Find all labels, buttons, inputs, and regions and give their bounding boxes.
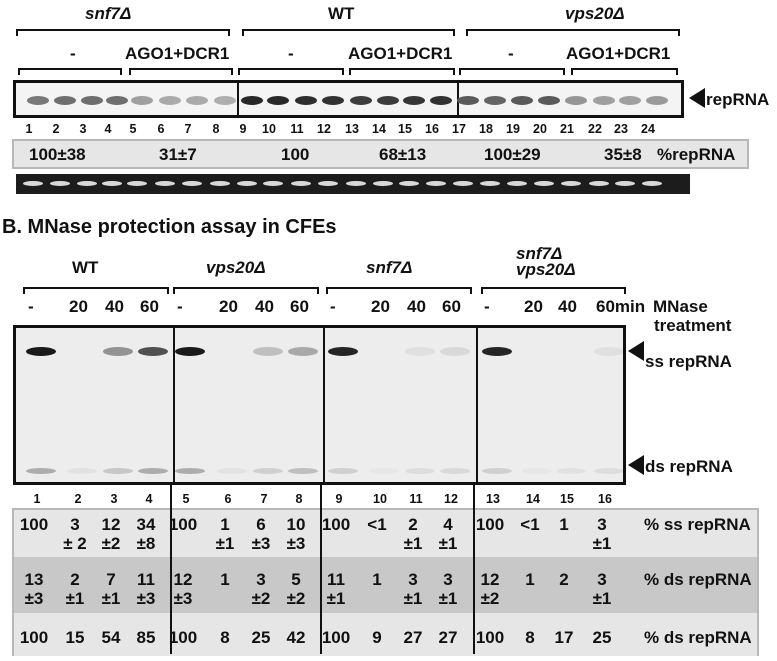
ds-band bbox=[26, 468, 56, 474]
lane-number: 8 bbox=[295, 492, 303, 506]
lane-number: 13 bbox=[486, 492, 500, 506]
gel-band bbox=[377, 96, 399, 105]
gel-band bbox=[619, 96, 641, 105]
table-value-ss: 100 bbox=[475, 515, 505, 534]
table-error-ds: ±3 bbox=[136, 589, 156, 608]
table-value-ds_norm: 9 bbox=[372, 628, 382, 647]
ds-band bbox=[253, 468, 283, 474]
table-value-ds: 13 bbox=[24, 570, 44, 589]
group-label-vps20: vps20Δ bbox=[565, 4, 625, 23]
lane-number: 11 bbox=[409, 492, 423, 506]
loading-band bbox=[127, 181, 147, 186]
loading-band bbox=[77, 181, 97, 186]
table-value-ds: 12 bbox=[173, 570, 193, 589]
group-label-snf7: snf7Δ bbox=[85, 4, 132, 23]
table-value-ss: <1 bbox=[367, 515, 387, 534]
ds-band bbox=[103, 468, 133, 474]
treatment-label-mnase: MNase bbox=[653, 297, 708, 316]
band-label-ds: ds repRNA bbox=[645, 457, 733, 476]
loading-band bbox=[561, 181, 581, 186]
timepoint-label: 60 bbox=[290, 297, 309, 316]
table-value-ds: 1 bbox=[220, 570, 230, 589]
lane-number: 17 bbox=[452, 122, 466, 136]
subgroup-label: - bbox=[508, 44, 514, 63]
table-error-ss: ±1 bbox=[438, 534, 458, 553]
loading-band bbox=[182, 181, 202, 186]
subgroup-label: AGO1+DCR1 bbox=[566, 44, 671, 63]
gel-band bbox=[430, 96, 452, 105]
gel-band bbox=[457, 96, 479, 105]
band-label-reprna: repRNA bbox=[706, 90, 770, 109]
table-value-ss: <1 bbox=[520, 515, 540, 534]
lane-number: 14 bbox=[526, 492, 540, 506]
group-label-snf7: snf7Δ bbox=[366, 258, 413, 277]
loading-band bbox=[615, 181, 635, 186]
gel-separator bbox=[237, 83, 239, 115]
quant-value: 100±29 bbox=[484, 145, 541, 164]
table-error-ds: ±2 bbox=[480, 589, 500, 608]
loading-control-gel bbox=[16, 174, 690, 194]
quantification-box bbox=[12, 139, 749, 169]
group-bracket bbox=[481, 287, 626, 294]
gel-band bbox=[27, 96, 49, 105]
table-error-ds: ±1 bbox=[65, 589, 85, 608]
gel-band bbox=[565, 96, 587, 105]
gel-band bbox=[593, 96, 615, 105]
ds-band bbox=[369, 468, 399, 474]
table-value-ds: 2 bbox=[559, 570, 569, 589]
treatment-label-treatment: treatment bbox=[654, 316, 732, 335]
group-bracket-snf7 bbox=[16, 29, 230, 36]
lane-number: 9 bbox=[239, 122, 247, 136]
mnase-gel bbox=[13, 325, 626, 485]
loading-band bbox=[534, 181, 554, 186]
table-value-ds_norm: 27 bbox=[403, 628, 423, 647]
ss-band bbox=[594, 347, 624, 356]
lane-number: 24 bbox=[641, 122, 655, 136]
subgroup-bracket bbox=[349, 68, 455, 75]
gel-band bbox=[267, 96, 289, 105]
table-value-ss: 2 bbox=[408, 515, 418, 534]
loading-band bbox=[589, 181, 609, 186]
ds-band bbox=[556, 468, 586, 474]
lane-number: 1 bbox=[33, 492, 41, 506]
group-label-wt: WT bbox=[72, 258, 99, 277]
table-value-ds: 3 bbox=[256, 570, 266, 589]
lane-number: 15 bbox=[398, 122, 412, 136]
table-error-ss: ± 2 bbox=[63, 534, 87, 553]
table-value-ds: 5 bbox=[291, 570, 301, 589]
table-error-ds: ±1 bbox=[326, 589, 346, 608]
gel-band bbox=[538, 96, 560, 105]
group-bracket bbox=[326, 287, 472, 294]
loading-band bbox=[642, 181, 662, 186]
loading-band bbox=[237, 181, 257, 186]
loading-band bbox=[399, 181, 419, 186]
table-value-ds_norm: 15 bbox=[65, 628, 85, 647]
table-error-ss: ±1 bbox=[592, 534, 612, 553]
lane-number: 10 bbox=[373, 492, 387, 506]
table-value-ds: 2 bbox=[70, 570, 80, 589]
gel-band bbox=[484, 96, 506, 105]
table-value-ds_norm: 25 bbox=[592, 628, 612, 647]
arrowhead-icon bbox=[628, 341, 644, 361]
table-error-ss: ±3 bbox=[251, 534, 271, 553]
lane-number: 7 bbox=[184, 122, 192, 136]
table-value-ds_norm: 8 bbox=[525, 628, 535, 647]
ds-band bbox=[405, 468, 435, 474]
table-value-ds_norm: 100 bbox=[19, 628, 49, 647]
loading-band bbox=[291, 181, 311, 186]
lane-number: 5 bbox=[182, 492, 190, 506]
group-label-vps20-double: vps20Δ bbox=[516, 260, 576, 279]
loading-band bbox=[346, 181, 366, 186]
table-error-ss: ±3 bbox=[286, 534, 306, 553]
band-label-ss: ss repRNA bbox=[645, 352, 732, 371]
subgroup-bracket bbox=[571, 68, 678, 75]
table-value-ss: 4 bbox=[443, 515, 453, 534]
timepoint-label: 20 bbox=[69, 297, 88, 316]
gel-band bbox=[511, 96, 533, 105]
timepoint-label: 60 bbox=[140, 297, 159, 316]
lane-number: 2 bbox=[52, 122, 60, 136]
table-error-ds: ±1 bbox=[403, 589, 423, 608]
timepoint-label: 20 bbox=[524, 297, 543, 316]
ss-band bbox=[26, 347, 56, 356]
ss-band bbox=[482, 347, 512, 356]
table-error-ds: ±2 bbox=[286, 589, 306, 608]
timepoint-label: - bbox=[28, 297, 34, 316]
loading-band bbox=[453, 181, 473, 186]
gel-band bbox=[54, 96, 76, 105]
table-error-ds: ±3 bbox=[24, 589, 44, 608]
table-value-ds_norm: 100 bbox=[321, 628, 351, 647]
table-value-ss: 6 bbox=[256, 515, 266, 534]
table-value-ds_norm: 42 bbox=[286, 628, 306, 647]
subgroup-label: AGO1+DCR1 bbox=[348, 44, 453, 63]
lane-number: 8 bbox=[212, 122, 220, 136]
row-unit-ds-norm: % ds repRNA bbox=[644, 628, 752, 647]
group-bracket-vps20 bbox=[466, 29, 680, 36]
ds-band bbox=[522, 468, 552, 474]
lane-number: 15 bbox=[560, 492, 574, 506]
timepoint-label: 60 bbox=[442, 297, 461, 316]
lane-number: 21 bbox=[560, 122, 574, 136]
gel-separator bbox=[323, 328, 325, 482]
gel-band bbox=[322, 96, 344, 105]
subgroup-label: AGO1+DCR1 bbox=[125, 44, 230, 63]
table-error-ds: ±2 bbox=[251, 589, 271, 608]
ss-band bbox=[103, 347, 133, 356]
group-label-wt: WT bbox=[328, 4, 355, 23]
group-label-snf7-double: snf7Δ bbox=[516, 244, 563, 263]
ds-band bbox=[175, 468, 205, 474]
table-value-ss: 34 bbox=[136, 515, 156, 534]
loading-band bbox=[23, 181, 43, 186]
table-value-ss: 1 bbox=[220, 515, 230, 534]
table-value-ss: 100 bbox=[168, 515, 198, 534]
lane-number: 2 bbox=[74, 492, 82, 506]
arrowhead-icon bbox=[628, 455, 644, 475]
loading-band bbox=[210, 181, 230, 186]
lane-number: 6 bbox=[157, 122, 165, 136]
ss-band bbox=[138, 347, 168, 356]
gel-band bbox=[241, 96, 263, 105]
table-value-ds: 12 bbox=[480, 570, 500, 589]
lane-number: 1 bbox=[25, 122, 33, 136]
group-label-vps20: vps20Δ bbox=[206, 258, 266, 277]
group-bracket bbox=[23, 287, 169, 294]
loading-band bbox=[373, 181, 393, 186]
timepoint-label: 40 bbox=[558, 297, 577, 316]
gel-band bbox=[646, 96, 668, 105]
lane-number: 22 bbox=[588, 122, 602, 136]
lane-number: 19 bbox=[506, 122, 520, 136]
table-value-ss: 12 bbox=[101, 515, 121, 534]
lane-number: 9 bbox=[335, 492, 343, 506]
quant-value: 100 bbox=[281, 145, 310, 164]
lane-number: 6 bbox=[224, 492, 232, 506]
lane-number: 16 bbox=[425, 122, 439, 136]
table-value-ss: 3 bbox=[70, 515, 80, 534]
ss-band bbox=[253, 347, 283, 356]
table-error-ss: ±1 bbox=[403, 534, 423, 553]
lane-number: 4 bbox=[145, 492, 153, 506]
lane-number: 10 bbox=[262, 122, 276, 136]
subgroup-bracket bbox=[18, 68, 122, 75]
table-value-ds: 7 bbox=[106, 570, 116, 589]
table-value-ds_norm: 17 bbox=[554, 628, 574, 647]
gel-separator bbox=[476, 328, 478, 482]
timepoint-label: - bbox=[330, 297, 336, 316]
subgroup-bracket bbox=[238, 68, 344, 75]
ds-band bbox=[482, 468, 512, 474]
table-value-ds_norm: 8 bbox=[220, 628, 230, 647]
loading-band bbox=[507, 181, 527, 186]
lane-number: 7 bbox=[260, 492, 268, 506]
table-value-ds: 3 bbox=[443, 570, 453, 589]
gel-band bbox=[81, 96, 103, 105]
ds-band bbox=[288, 468, 318, 474]
gel-band bbox=[186, 96, 208, 105]
timepoint-label: 40 bbox=[255, 297, 274, 316]
ds-band bbox=[328, 468, 358, 474]
lane-number: 3 bbox=[79, 122, 87, 136]
table-error-ss: ±2 bbox=[101, 534, 121, 553]
loading-band bbox=[480, 181, 500, 186]
timepoint-label: - bbox=[484, 297, 490, 316]
subgroup-label: - bbox=[70, 44, 76, 63]
ss-band bbox=[440, 347, 470, 356]
lane-number: 12 bbox=[444, 492, 458, 506]
table-value-ds_norm: 85 bbox=[136, 628, 156, 647]
lane-number: 16 bbox=[598, 492, 612, 506]
table-value-ss: 100 bbox=[19, 515, 49, 534]
timepoint-label: 40 bbox=[105, 297, 124, 316]
lane-number: 12 bbox=[317, 122, 331, 136]
ss-band bbox=[328, 347, 358, 356]
table-value-ss: 1 bbox=[559, 515, 569, 534]
northern-blot-gel bbox=[13, 80, 684, 118]
timepoint-label: - bbox=[177, 297, 183, 316]
group-bracket bbox=[173, 287, 319, 294]
gel-band bbox=[131, 96, 153, 105]
loading-band bbox=[102, 181, 122, 186]
loading-band bbox=[50, 181, 70, 186]
table-value-ds: 11 bbox=[327, 570, 345, 589]
table-error-ds: ±1 bbox=[592, 589, 612, 608]
quant-value: 31±7 bbox=[159, 145, 197, 164]
lane-number: 11 bbox=[290, 122, 304, 136]
gel-band bbox=[403, 96, 425, 105]
gel-band bbox=[214, 96, 236, 105]
table-error-ss: ±1 bbox=[215, 534, 235, 553]
quant-unit: %repRNA bbox=[657, 145, 736, 164]
arrowhead-icon bbox=[689, 88, 705, 108]
panel-b-title: B. MNase protection assay in CFEs bbox=[2, 216, 337, 238]
table-value-ds_norm: 27 bbox=[438, 628, 458, 647]
ds-band bbox=[440, 468, 470, 474]
ds-band bbox=[594, 468, 624, 474]
quant-value: 68±13 bbox=[379, 145, 427, 164]
table-value-ss: 100 bbox=[321, 515, 351, 534]
loading-band bbox=[263, 181, 283, 186]
lane-number: 14 bbox=[372, 122, 386, 136]
table-value-ds: 1 bbox=[525, 570, 535, 589]
ss-band bbox=[288, 347, 318, 356]
lane-number: 13 bbox=[345, 122, 359, 136]
ds-band bbox=[138, 468, 168, 474]
table-error-ds: ±1 bbox=[438, 589, 458, 608]
table-value-ss: 10 bbox=[286, 515, 306, 534]
timepoint-label: 40 bbox=[407, 297, 426, 316]
timepoint-label: 60min bbox=[596, 297, 646, 316]
subgroup-bracket bbox=[459, 68, 565, 75]
group-bracket-wt bbox=[242, 29, 455, 36]
ss-band bbox=[405, 347, 435, 356]
lane-number: 4 bbox=[104, 122, 112, 136]
table-value-ds: 3 bbox=[597, 570, 607, 589]
subgroup-label: - bbox=[288, 44, 294, 63]
loading-band bbox=[318, 181, 338, 186]
timepoint-label: 20 bbox=[371, 297, 390, 316]
lane-number: 3 bbox=[110, 492, 118, 506]
loading-band bbox=[426, 181, 446, 186]
timepoint-label: 20 bbox=[219, 297, 238, 316]
table-value-ds_norm: 100 bbox=[475, 628, 505, 647]
row-unit-ss: % ss repRNA bbox=[644, 515, 751, 534]
loading-band bbox=[155, 181, 175, 186]
table-error-ss: ±8 bbox=[136, 534, 156, 553]
ds-band bbox=[217, 468, 247, 474]
gel-band bbox=[106, 96, 128, 105]
gel-band bbox=[295, 96, 317, 105]
quant-value: 100±38 bbox=[29, 145, 86, 164]
table-value-ds_norm: 25 bbox=[251, 628, 271, 647]
table-error-ds: ±1 bbox=[101, 589, 121, 608]
quant-value: 35±8 bbox=[604, 145, 642, 164]
table-value-ds: 11 bbox=[137, 570, 155, 589]
ds-band bbox=[67, 468, 97, 474]
table-value-ds_norm: 100 bbox=[168, 628, 198, 647]
lane-number: 23 bbox=[614, 122, 628, 136]
row-unit-ds: % ds repRNA bbox=[644, 570, 752, 589]
table-value-ds_norm: 54 bbox=[101, 628, 121, 647]
lane-number: 20 bbox=[533, 122, 547, 136]
ss-band bbox=[175, 347, 205, 356]
table-value-ds: 1 bbox=[372, 570, 382, 589]
lane-number: 5 bbox=[129, 122, 137, 136]
table-error-ds: ±3 bbox=[173, 589, 193, 608]
gel-band bbox=[159, 96, 181, 105]
subgroup-bracket bbox=[129, 68, 233, 75]
table-value-ss: 3 bbox=[597, 515, 607, 534]
gel-band bbox=[350, 96, 372, 105]
table-value-ds: 3 bbox=[408, 570, 418, 589]
lane-number: 18 bbox=[479, 122, 493, 136]
